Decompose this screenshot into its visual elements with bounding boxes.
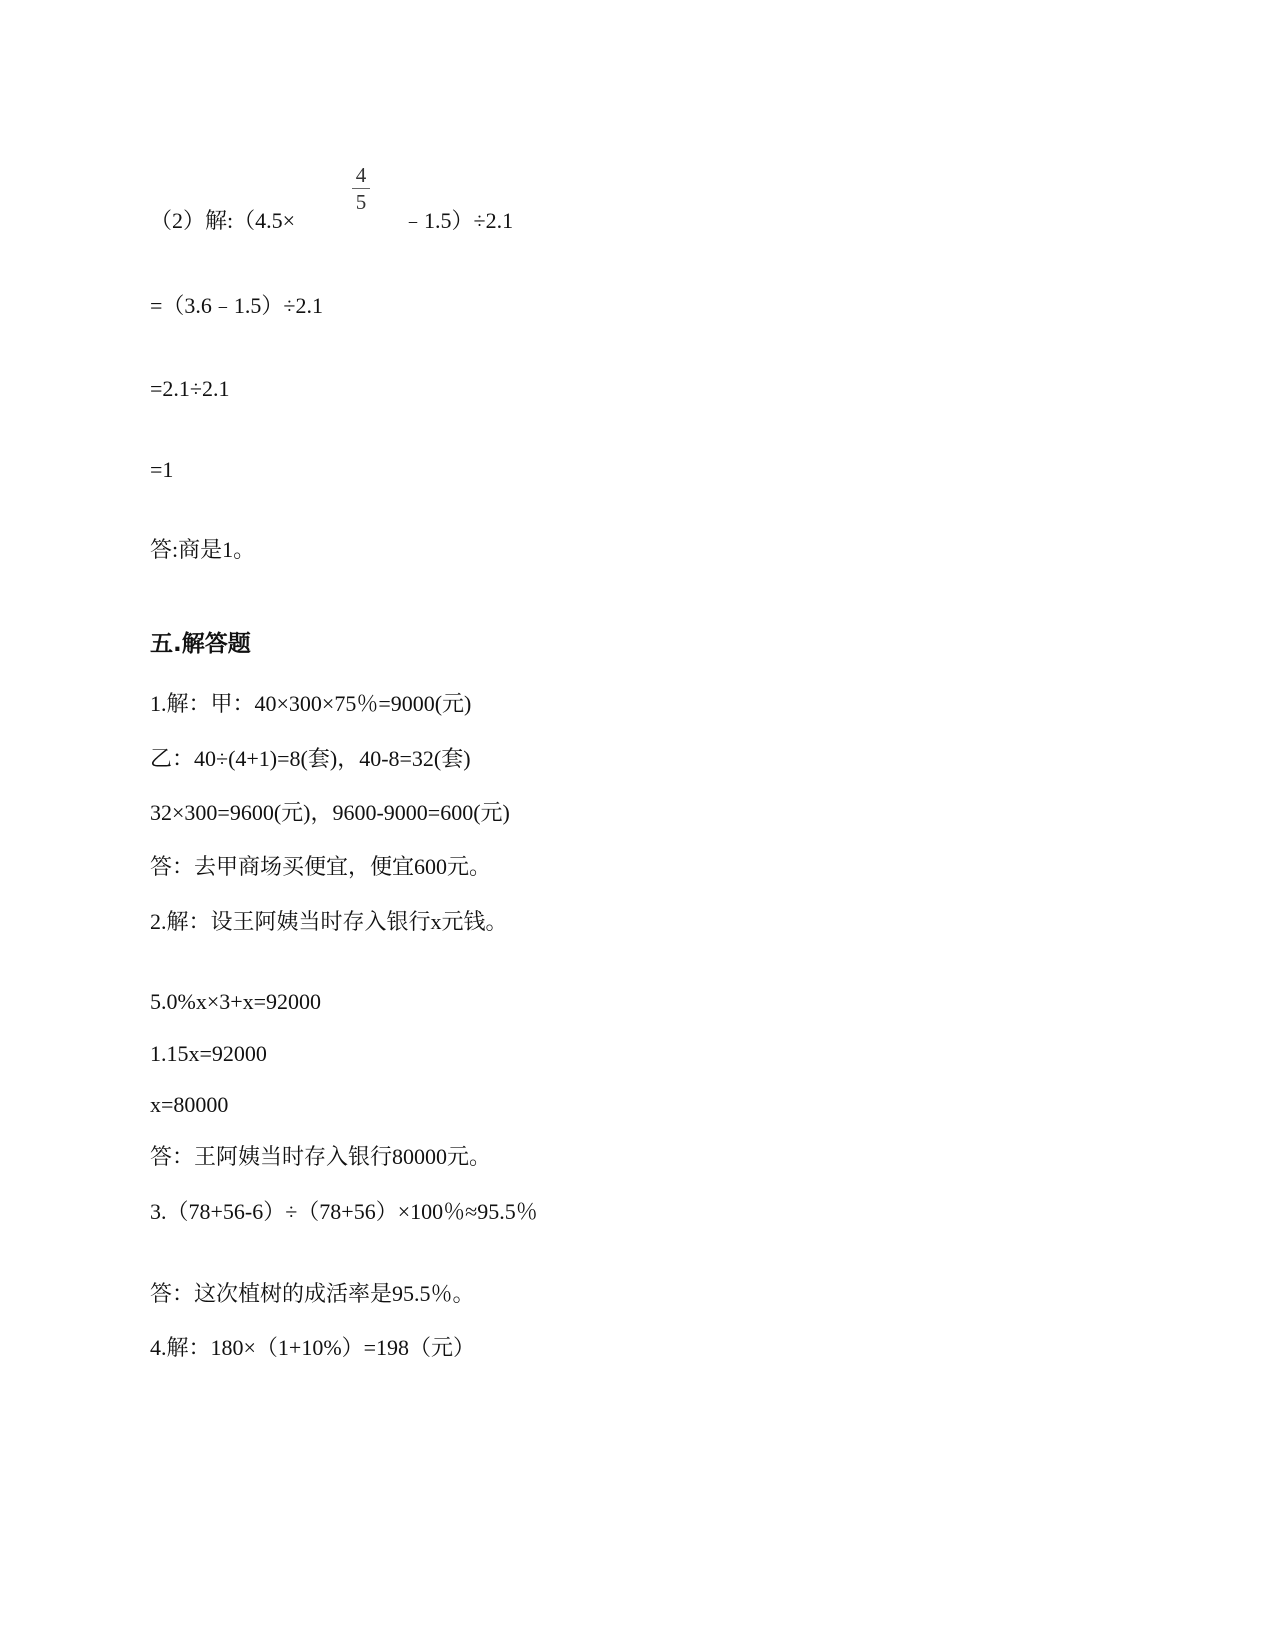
solution-line: 答：去甲商场买便宜，便宜600元。 xyxy=(150,854,492,879)
solution-line: 5.0%x×3+x=92000 xyxy=(150,989,322,1014)
solution-step-1: =（3.6﹣1.5）÷2.1 xyxy=(150,293,323,318)
fraction-denominator: 5 xyxy=(355,190,367,214)
solution-line: 1.解：甲：40×300×75％=9000(元) xyxy=(150,691,472,716)
fraction-four-fifths xyxy=(350,164,372,213)
solution-line: 4.解：180×（1+10%）=198（元） xyxy=(150,1335,476,1360)
solution-line: 2.解：设王阿姨当时存入银行x元钱。 xyxy=(150,909,508,934)
section-title: 五.解答题 xyxy=(150,631,251,657)
solution-line: 乙：40÷(4+1)=8(套)，40-8=32(套) xyxy=(150,746,471,771)
solution-line: 3.（78+56-6）÷（78+56）×100％≈95.5％ xyxy=(150,1199,538,1224)
fraction-bar xyxy=(352,188,370,189)
solution-line: 答：王阿姨当时存入银行80000元。 xyxy=(150,1144,492,1169)
solution-answer: 答:商是1。 xyxy=(150,537,256,562)
expression-prefix: （2）解:（4.5× xyxy=(150,208,296,233)
solution-line: 答：这次植树的成活率是95.5％。 xyxy=(150,1281,475,1306)
expression-suffix: ﹣1.5）÷2.1 xyxy=(402,208,514,233)
solution-step-2: =2.1÷2.1 xyxy=(150,376,230,401)
solution-step-3: =1 xyxy=(150,457,174,482)
solution-line: x=80000 xyxy=(150,1092,229,1117)
fraction-numerator: 4 xyxy=(355,163,367,187)
solution-line: 32×300=9600(元)，9600-9000=600(元) xyxy=(150,800,510,825)
solution-line: 1.15x=92000 xyxy=(150,1041,267,1066)
